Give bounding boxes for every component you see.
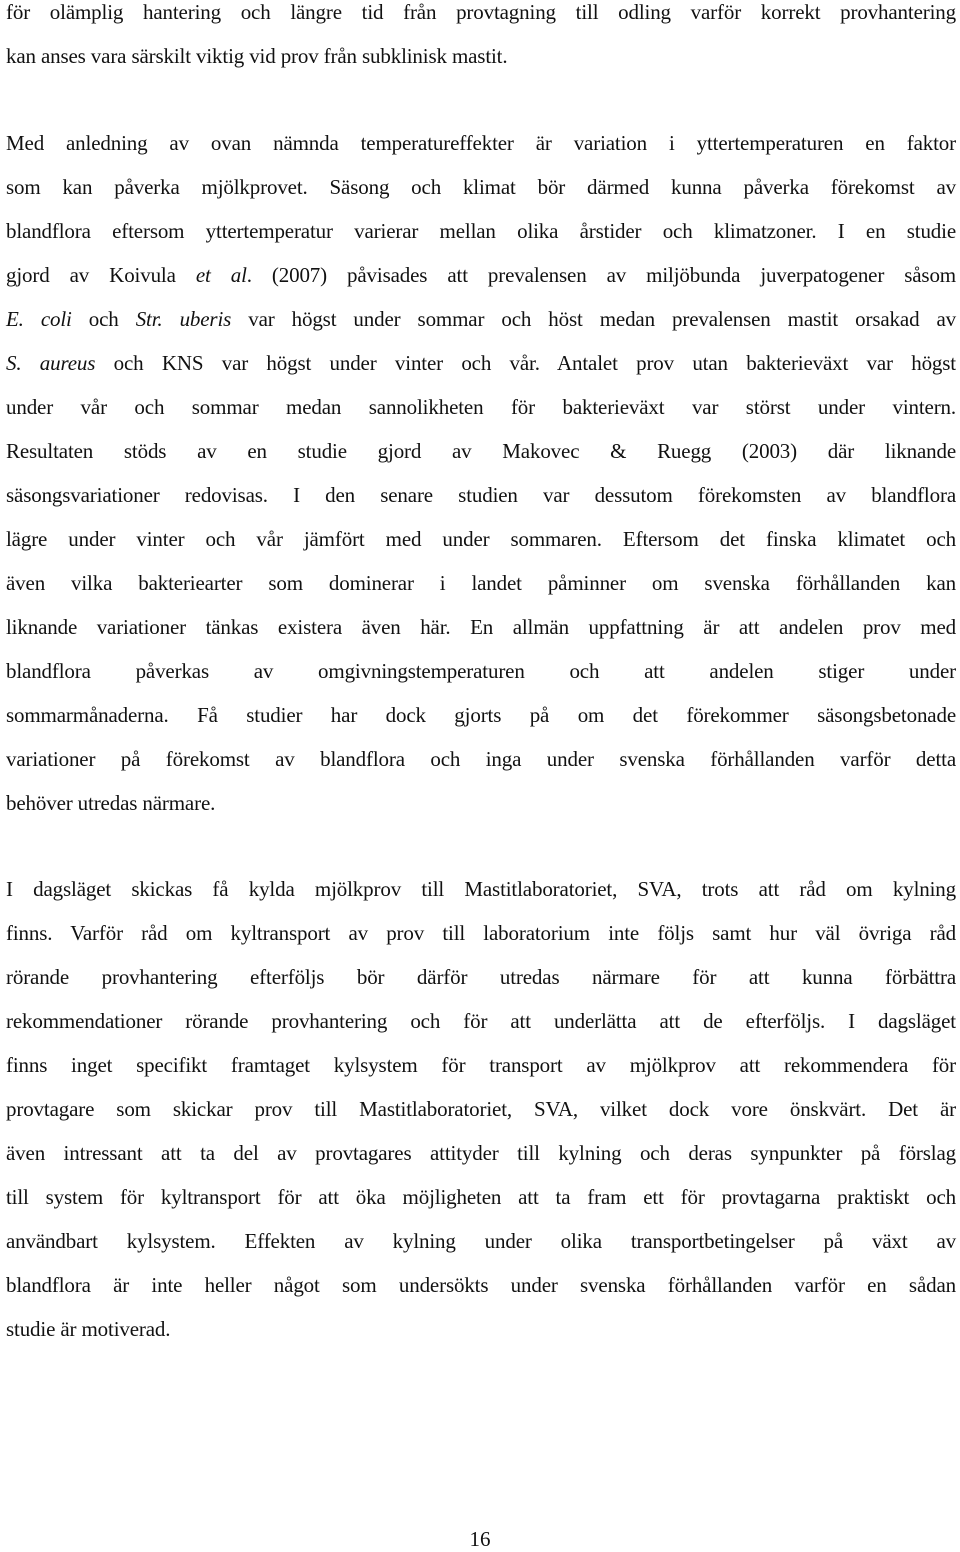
text-line: blandflora eftersom yttertemperatur varierar mellan olika årstider och klimatzoner. I en studie [6,219,956,243]
text-line: studie är motiverad. [6,1317,171,1341]
text-line: I dagsläget skickas få kylda mjölkprov till Mastitlaboratoriet, SVA, trots att råd om kylning [6,877,956,901]
text-line: kan anses vara särskilt viktig vid prov från subklinisk mastit. [6,44,508,68]
text-line: Resultaten stöds av en studie gjord av Makovec & Ruegg (2003) där liknande [6,439,956,463]
text-line [6,348,956,378]
text-line: rekommendationer rörande provhantering och för att underlätta att de efterföljs. I dagsläget [6,1009,956,1033]
italic-text: E. coli [6,307,72,331]
text-line: säsongsvariationer redovisas. I den senare studien var dessutom förekomsten av blandflora [6,483,956,507]
italic-text: et al [195,263,247,287]
text-line: lägre under vinter och vår jämfört med under sommaren. Eftersom det finska klimatet och [6,527,956,551]
text-line: blandflora påverkas av omgivningstemperaturen och att andelen stiger under [6,659,956,683]
text-line: blandflora är inte heller något som undersökts under svenska förhållanden varför en sådan [6,1273,956,1297]
text-line: för olämplig hantering och längre tid från provtagning till odling varför korrekt provhantering [6,0,956,24]
text-line: Med anledning av ovan nämnda temperatureffekter är variation i yttertemperaturen en faktor [6,131,956,155]
italic-text: Str. uberis [135,307,232,331]
text-line: finns inget specifikt framtaget kylsystem för transport av mjölkprov att rekommendera för [6,1053,956,1077]
text-run: och KNS var högst under vinter och vår. Antalet prov utan bakterieväxt var högst [95,351,956,375]
text-line: liknande variationer tänkas existera även här. En allmän uppfattning är att andelen prov med [6,615,956,639]
text-run: gjord av Koivula [6,263,196,287]
text-line: provtagare som skickar prov till Mastitlaboratoriet, SVA, vilket dock vore önskvärt. Det är [6,1097,956,1121]
text-line: finns. Varför råd om kyltransport av prov till laboratorium inte följs samt hur väl övriga råd [6,921,956,945]
text-line: till system för kyltransport för att öka möjligheten att ta fram ett för provtagarna praktiskt och [6,1185,956,1209]
text-line [6,304,956,334]
text-run: var högst under sommar och höst medan prevalensen mastit orsakad av [231,307,956,331]
text-line: under vår och sommar medan sannolikheten för bakterieväxt var störst under vintern. [6,395,956,419]
text-line: som kan påverka mjölkprovet. Säsong och klimat bör därmed kunna påverka förekomst av [6,175,956,199]
text-line: användbart kylsystem. Effekten av kylning under olika transportbetingelser på växt av [6,1229,956,1253]
text-line: även vilka bakteriearter som dominerar i landet påminner om svenska förhållanden kan [6,571,956,595]
page-number: 16 [469,1527,491,1551]
text-line [6,260,956,290]
text-run: . (2007) påvisades att prevalensen av miljöbunda juverpatogener såsom [246,263,956,287]
text-line: rörande provhantering efterföljs bör därför utredas närmare för att kunna förbättra [6,965,956,989]
text-line: även intressant att ta del av provtagares attityder till kylning och deras synpunkter på förslag [6,1141,956,1165]
text-line: behöver utredas närmare. [6,791,216,815]
text-line: variationer på förekomst av blandflora och inga under svenska förhållanden varför detta [6,747,956,771]
text-line: sommarmånaderna. Få studier har dock gjorts på om det förekommer säsongsbetonade [6,703,956,727]
italic-text: S. aureus [6,351,96,375]
text-run: och [71,307,136,331]
